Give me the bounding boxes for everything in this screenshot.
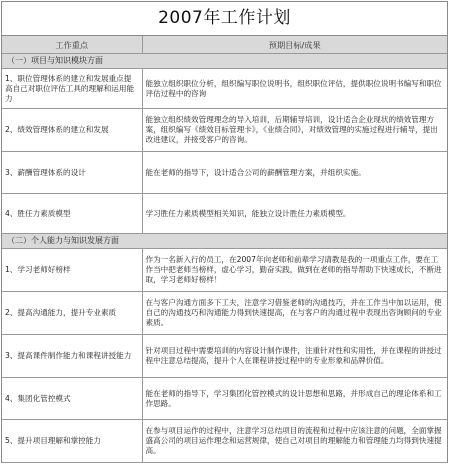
focus-cell: 2、绩效管理体系的建立和发展 <box>2 109 142 152</box>
focus-cell: 4、胜任力素质模型 <box>2 194 142 234</box>
section-heading: （一）项目与知识模块方面 <box>2 54 447 69</box>
goal-cell: 作为一名新入行的员工，在2007年向老师和前辈学习请教是我的一项重点工作，要在工作当中把老师当榜样，虚心学习，勤奋实践，做到在老师的指导帮助下快速成长，不断进取，学习老师好榜样！ <box>142 249 447 292</box>
page-title: 2007年工作计划 <box>2 2 447 36</box>
focus-cell: 3、薪酬管理体系的设计 <box>2 152 142 194</box>
table-row <box>2 249 447 292</box>
header-goal: 预期目标/成果 <box>142 36 447 54</box>
section-heading: （二）个人能力与知识发展方面 <box>2 234 447 249</box>
table-row <box>2 292 447 335</box>
table-row <box>2 69 447 109</box>
focus-cell: 1、职位管理体系的建立和发展重点提高自己对职位评估工具的理解和运用能力 <box>2 69 142 109</box>
goal-cell: 能在老师的指导下，设计适合公司的薪酬管理方案，并组织实施。 <box>142 152 447 194</box>
focus-cell: 2、提高沟通能力，提升专业素质 <box>2 292 142 335</box>
goal-cell: 学习胜任力素质模型相关知识，能独立设计胜任力素质模型。 <box>142 194 447 234</box>
focus-cell: 5、提升项目理解和掌控能力 <box>2 420 142 463</box>
focus-cell: 4、集团化管控模式 <box>2 378 142 420</box>
goal-cell: 能独立组织绩效管理理念的导入培训，后期辅导培训，设计适合企业现状的绩效管理方案，组织编写《绩效目标管理卡》，《业绩合同》，对绩效管理的实施过程进行辅导，提出改进建议，并接受客户的咨询。 <box>142 109 447 152</box>
goal-cell: 能独立组织职位分析，组织编写职位说明书，组织职位评估，提供职位说明书编写和职位评估过程中的咨询 <box>142 69 447 109</box>
goal-cell: 针对项目过程中需要培训的内容设计制作课件，注重针对性和实用性，并在课程的讲授过程中注意总结提高，提升个人在课程讲授过程中的专业形象和品牌价值。 <box>142 335 447 378</box>
table-row <box>2 109 447 152</box>
plan-table <box>2 36 447 463</box>
header-focus: 工作重点 <box>2 36 142 54</box>
goal-cell: 在参与项目运作的过程中，注意学习总结项目的流程和过程中应该注意的问题，全面掌握盛高公司的项目运作理念和运营规律，使自己对项目的理解能力和管理能力均得到快速提高。 <box>142 420 447 463</box>
goal-cell: 在与客户沟通方面多下工夫，注意学习借鉴老师的沟通技巧，并在工作当中加以运用，使自己的沟通技巧和沟通能力得到快速提高，在与客户的沟通过程中表现出咨询顾问的专业素质。 <box>142 292 447 335</box>
section-heading-row <box>2 234 447 249</box>
focus-cell: 3、提高课件制作能力和课程讲授能力 <box>2 335 142 378</box>
table-row <box>2 152 447 194</box>
section-heading-row <box>2 54 447 69</box>
table-row <box>2 335 447 378</box>
work-plan-sheet <box>1 1 448 463</box>
goal-cell: 能在老师的指导下，学习集团化管控模式的设计思想和思路，并形成自己的理论体系和工作思路。 <box>142 378 447 420</box>
table-row <box>2 378 447 420</box>
focus-cell: 1、学习老师好榜样 <box>2 249 142 292</box>
header-row <box>2 36 447 54</box>
table-row <box>2 194 447 234</box>
table-row <box>2 420 447 463</box>
